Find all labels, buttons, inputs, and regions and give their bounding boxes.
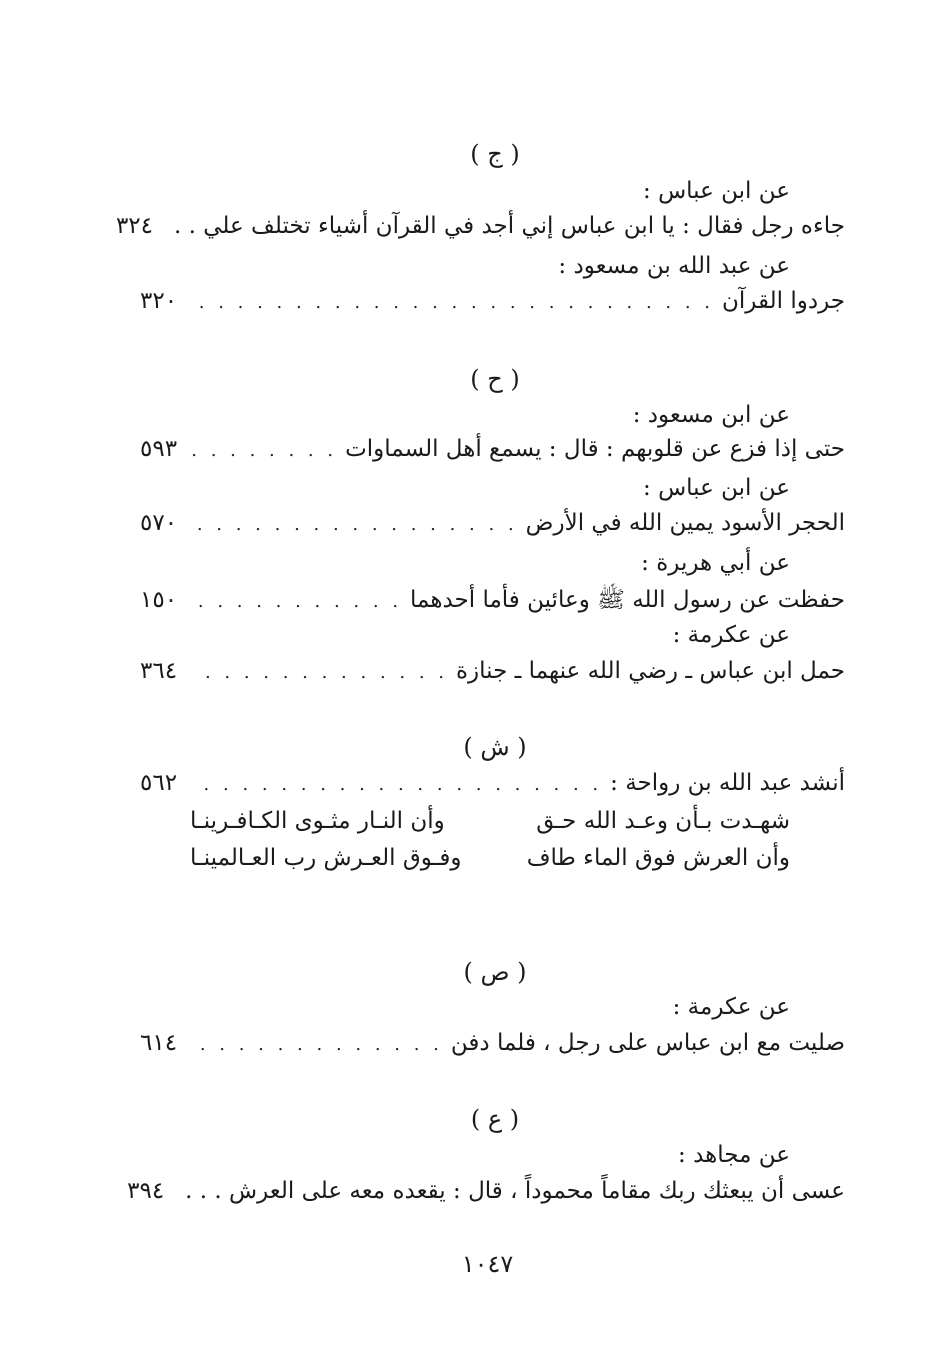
poem-verse: [190, 845, 790, 871]
index-entry: [140, 1030, 845, 1056]
leader-dots: [190, 292, 714, 313]
entry-text: الحجر الأسود يمين الله في الأرض: [525, 510, 845, 536]
leader-dots: [190, 440, 337, 461]
verse-second-hemistich: وأن النـار مثـوى الكـافـرينـا: [190, 808, 445, 834]
entry-page: ٣٢٠: [140, 288, 178, 314]
leader-dots: [190, 662, 448, 683]
narrator-label: عن ابن عباس :: [643, 178, 790, 204]
leader-dots: [190, 514, 518, 535]
entry-text: جاءه رجل فقال : يا ابن عباس إني أجد في القرآن أشياء تختلف علي . .: [173, 213, 845, 239]
entry-page: ٣٩٤: [127, 1178, 165, 1204]
section-heading-ain: ( ع ): [470, 1105, 520, 1133]
entry-page: ٦١٤: [140, 1030, 178, 1056]
entry-page: ٥٦٢: [140, 770, 178, 796]
index-entry: [140, 585, 845, 619]
poem-verse: [190, 808, 790, 834]
narrator-label: عن ابن عباس :: [643, 475, 790, 501]
verse-first-hemistich: شهـدت بـأن وعـد الله حـق: [536, 808, 790, 834]
entry-page: ٣٢٤: [115, 213, 154, 239]
index-entry: [140, 510, 845, 536]
narrator-label: عن أبي هريرة :: [641, 550, 790, 576]
index-entry: [127, 1178, 845, 1204]
entry-page: ٥٧٠: [140, 510, 178, 536]
entry-text: حفظت عن رسول الله ﷺ وعائين فأما أحدهما: [410, 587, 845, 613]
leader-dots: [190, 1034, 443, 1055]
index-entry: [140, 658, 845, 684]
leader-dots: [190, 591, 402, 612]
narrator-label: عن مجاهد :: [678, 1142, 790, 1168]
entry-page: ٥٩٣: [140, 436, 178, 462]
leader-dots: [190, 774, 602, 795]
section-heading-jim: ( ج ): [470, 140, 520, 168]
entry-text: جردوا القرآن: [722, 288, 845, 314]
section-heading-sad: ( ص ): [463, 958, 527, 986]
index-entry: [140, 288, 845, 314]
section-heading-shin: ( ش ): [463, 733, 527, 761]
narrator-label: عن ابن مسعود :: [632, 402, 790, 428]
index-entry: [115, 213, 845, 239]
entry-text: صليت مع ابن عباس على رجل ، فلما دفن: [450, 1030, 845, 1056]
narrator-label: عن عكرمة :: [672, 994, 790, 1020]
entry-page: ١٥٠: [140, 587, 178, 613]
page-number: ١٠٤٧: [461, 1250, 514, 1278]
entry-text: أنشد عبد الله بن رواحة :: [610, 770, 845, 796]
verse-first-hemistich: وأن العرش فوق الماء طاف: [526, 845, 790, 871]
entry-text: حمل ابن عباس ـ رضي الله عنهما ـ جنازة: [456, 658, 845, 684]
entry-text: عسى أن يبعثك ربك مقاماً محموداً ، قال : يقعده معه على العرش . . .: [185, 1178, 845, 1204]
verse-second-hemistich: وفـوق العـرش رب العـالمينـا: [190, 845, 462, 871]
narrator-label: عن عكرمة :: [672, 622, 790, 648]
entry-text: حتى إذا فزع عن قلوبهم : قال : يسمع أهل السماوات: [345, 436, 845, 462]
section-heading-ha: ( ح ): [470, 365, 520, 393]
index-entry: [140, 436, 845, 462]
entry-page: ٣٦٤: [140, 658, 178, 684]
index-entry: [140, 770, 845, 796]
narrator-label: عن عبد الله بن مسعود :: [558, 253, 790, 279]
